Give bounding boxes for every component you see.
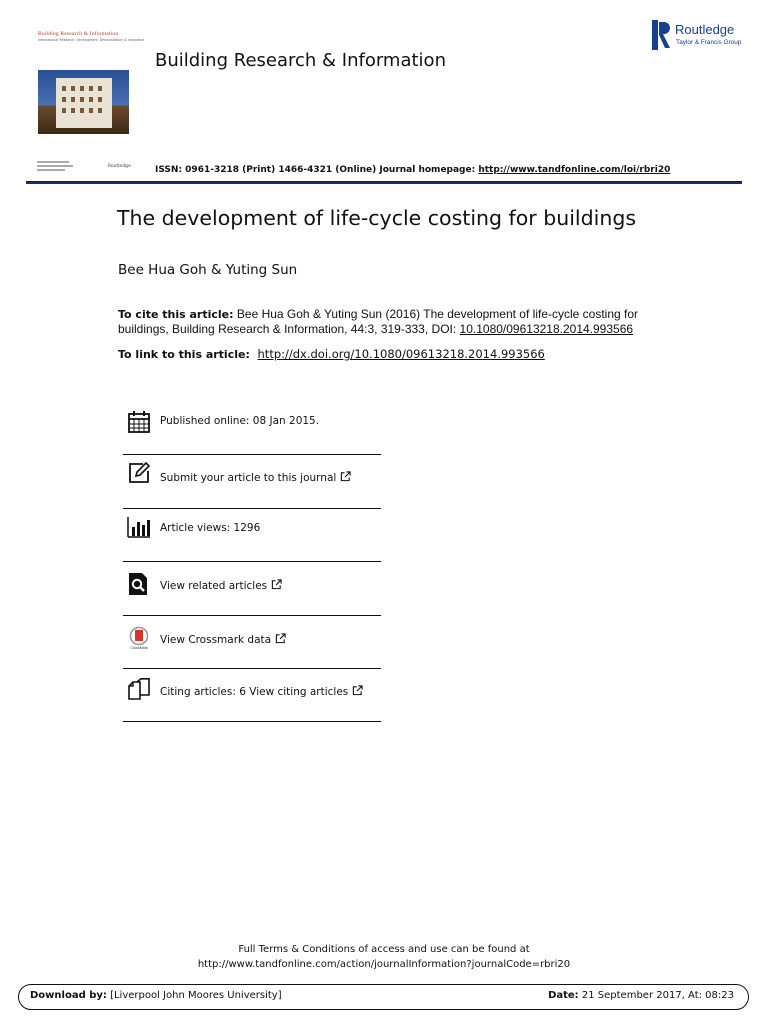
header-divider-blue <box>26 182 742 184</box>
small-journal-brand <box>38 31 144 42</box>
edit-icon <box>127 461 151 485</box>
citation-block <box>118 307 678 337</box>
info-item-related[interactable] <box>123 562 381 616</box>
external-link-icon <box>271 579 282 590</box>
calendar-icon <box>127 410 151 434</box>
citing-articles-link[interactable]: Citing articles: 6 View citing articles <box>160 685 363 698</box>
small-publisher-logo: Routledge <box>108 164 131 169</box>
small-brand-text: Building Research & Information <box>38 31 119 37</box>
publisher-name: Routledge <box>675 22 735 37</box>
submit-article-link[interactable]: Submit your article to this journal <box>160 471 351 484</box>
article-authors: Bee Hua Goh & Yuting Sun <box>118 262 298 278</box>
download-info-bar <box>18 984 749 1010</box>
svg-text:CrossMark: CrossMark <box>130 646 148 650</box>
cite-doi-link[interactable]: 10.1080/09613218.2014.993566 <box>459 322 634 336</box>
cite-label: To cite this article: <box>118 308 234 321</box>
download-date: Date: 21 September 2017, At: 08:23 <box>548 990 734 1001</box>
publisher-group: Taylor & Francis Group <box>676 39 742 46</box>
article-link-row <box>118 347 545 361</box>
external-link-icon <box>340 471 351 482</box>
article-views: Article views: 1296 <box>160 522 261 534</box>
routledge-r-icon <box>652 20 670 50</box>
journal-homepage-link[interactable]: http://www.tandfonline.com/loi/rbri20 <box>478 165 671 175</box>
external-link-icon <box>352 685 363 696</box>
info-item-submit[interactable] <box>123 455 381 509</box>
info-item-published <box>123 395 381 455</box>
info-item-citing[interactable] <box>123 669 381 722</box>
related-articles-link[interactable]: View related articles <box>160 579 282 592</box>
download-by: Download by: [Liverpool John Moores University] <box>30 990 282 1001</box>
cite-text: Bee Hua Goh & Yuting Sun (2016) The development of life-cycle costing for buildings, Building Research & Information, 44:3, 319-333, DOI: <box>118 307 639 336</box>
external-link-icon <box>275 633 286 644</box>
terms-block <box>0 942 768 972</box>
tiny-info-block <box>37 161 73 173</box>
issn-text: ISSN: 0961-3218 (Print) 1466-4321 (Online) Journal homepage: <box>155 165 476 175</box>
link-label: To link to this article: <box>118 348 250 361</box>
terms-url[interactable]: http://www.tandfonline.com/action/journalInformation?journalCode=rbri20 <box>197 959 571 970</box>
publisher-logo[interactable] <box>652 20 752 52</box>
search-document-icon <box>127 572 151 596</box>
article-title: The development of life-cycle costing for buildings <box>117 206 637 230</box>
info-item-views <box>123 509 381 562</box>
article-doi-link[interactable]: http://dx.doi.org/10.1080/09613218.2014.993566 <box>257 347 545 361</box>
journal-cover-image <box>38 70 129 134</box>
info-item-crossmark[interactable] <box>123 616 381 669</box>
published-date: Published online: 08 Jan 2015. <box>160 415 320 427</box>
small-brand-subtitle: International Research, Development, Demonstration & Innovation <box>38 38 145 42</box>
issn-line <box>155 165 670 175</box>
terms-line-1: Full Terms & Conditions of access and use can be found at <box>238 944 530 955</box>
article-info-list <box>123 395 381 722</box>
crossmark-icon <box>127 626 151 650</box>
crossmark-link[interactable]: View Crossmark data <box>160 633 286 646</box>
journal-title: Building Research & Information <box>155 50 446 71</box>
citing-documents-icon <box>127 678 151 702</box>
bar-chart-icon <box>127 515 151 539</box>
